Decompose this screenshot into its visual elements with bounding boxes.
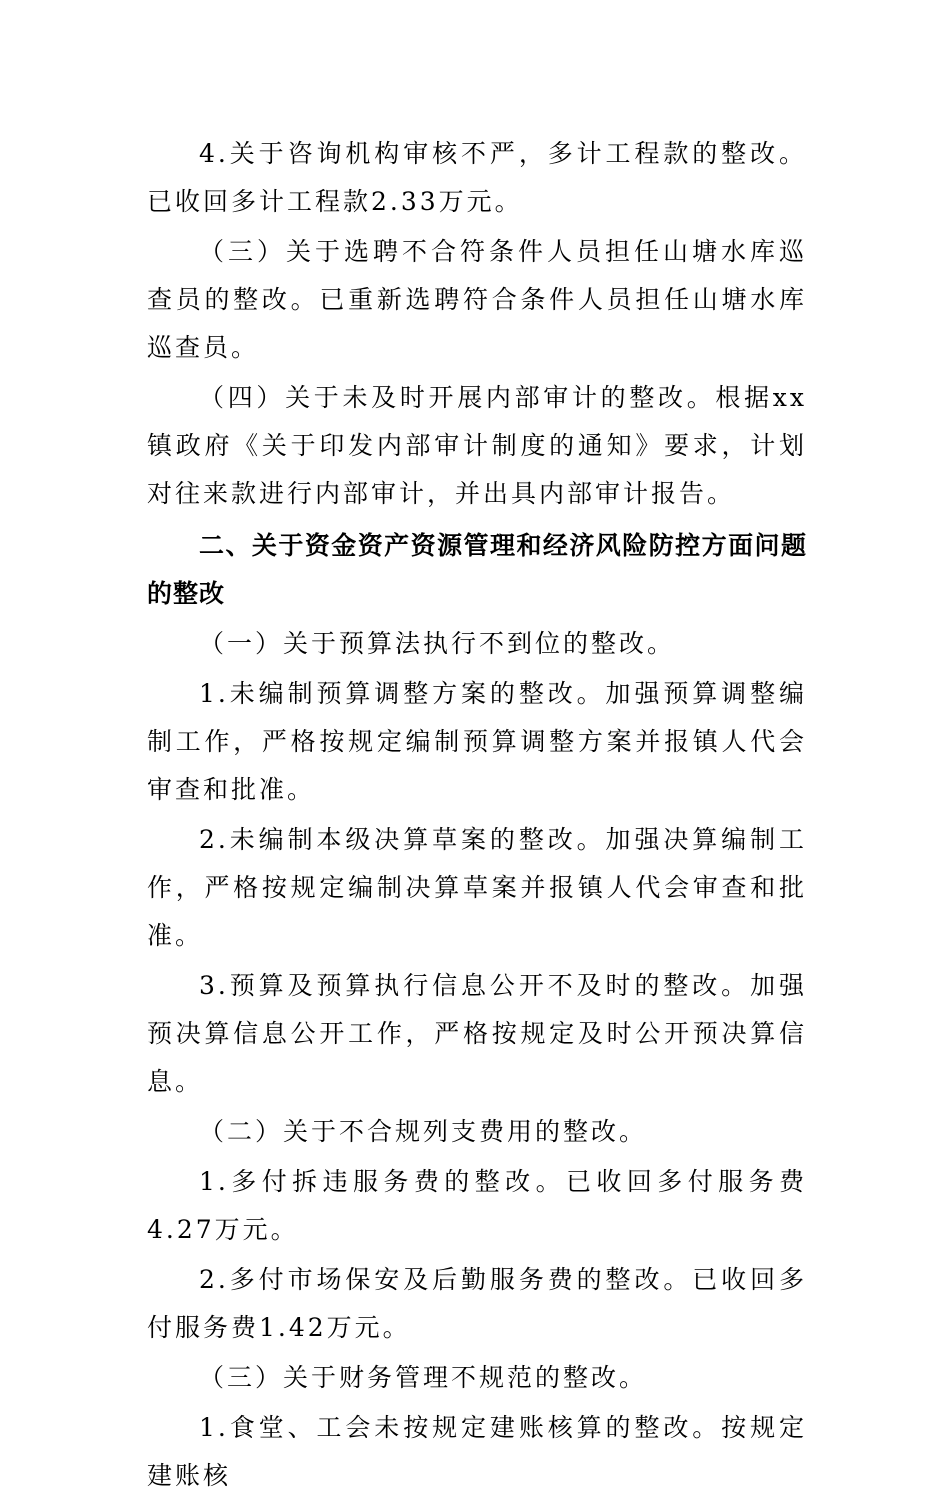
subheading-financial-management: （三）关于财务管理不规范的整改。 [199, 1363, 648, 1392]
paragraph-final-accounts: 2.未编制本级决算草案的整改。加强决算编制工作，严格按规定编制决算草案并报镇人代会审查和批准。 [147, 825, 807, 950]
subheading-noncompliant-fees: （二）关于不合规列支费用的整改。 [199, 1117, 648, 1146]
subheading-budget-law: （一）关于预算法执行不到位的整改。 [199, 629, 676, 658]
paragraph-section-4: （四）关于未及时开展内部审计的整改。根据xx镇政府《关于印发内部审计制度的通知》要求，计划对往来款进行内部审计，并出具内部审计报告。 [147, 383, 807, 508]
paragraph-security-fee: 2.多付市场保安及后勤服务费的整改。已收回多付服务费1.42万元。 [147, 1265, 807, 1342]
paragraph-info-disclosure: 3.预算及预算执行信息公开不及时的整改。加强预决算信息公开工作，严格按规定及时公开预决算信息。 [147, 971, 807, 1096]
paragraph-canteen-accounts: 1.食堂、工会未按规定建账核算的整改。按规定建账核 [147, 1413, 807, 1490]
paragraph-section-3: （三）关于选聘不合符条件人员担任山塘水库巡查员的整改。已重新选聘符合条件人员担任山塘水库巡查员。 [147, 237, 807, 362]
paragraph-budget-adjustment: 1.未编制预算调整方案的整改。加强预算调整编制工作，严格按规定编制预算调整方案并报镇人代会审查和批准。 [147, 679, 807, 804]
paragraph-demolition-fee: 1.多付拆违服务费的整改。已收回多付服务费4.27万元。 [147, 1167, 807, 1244]
section-heading-2: 二、关于资金资产资源管理和经济风险防控方面问题的整改 [147, 531, 807, 608]
paragraph-item-4: 4.关于咨询机构审核不严，多计工程款的整改。已收回多计工程款2.33万元。 [147, 139, 807, 216]
document-body [147, 130, 807, 1502]
